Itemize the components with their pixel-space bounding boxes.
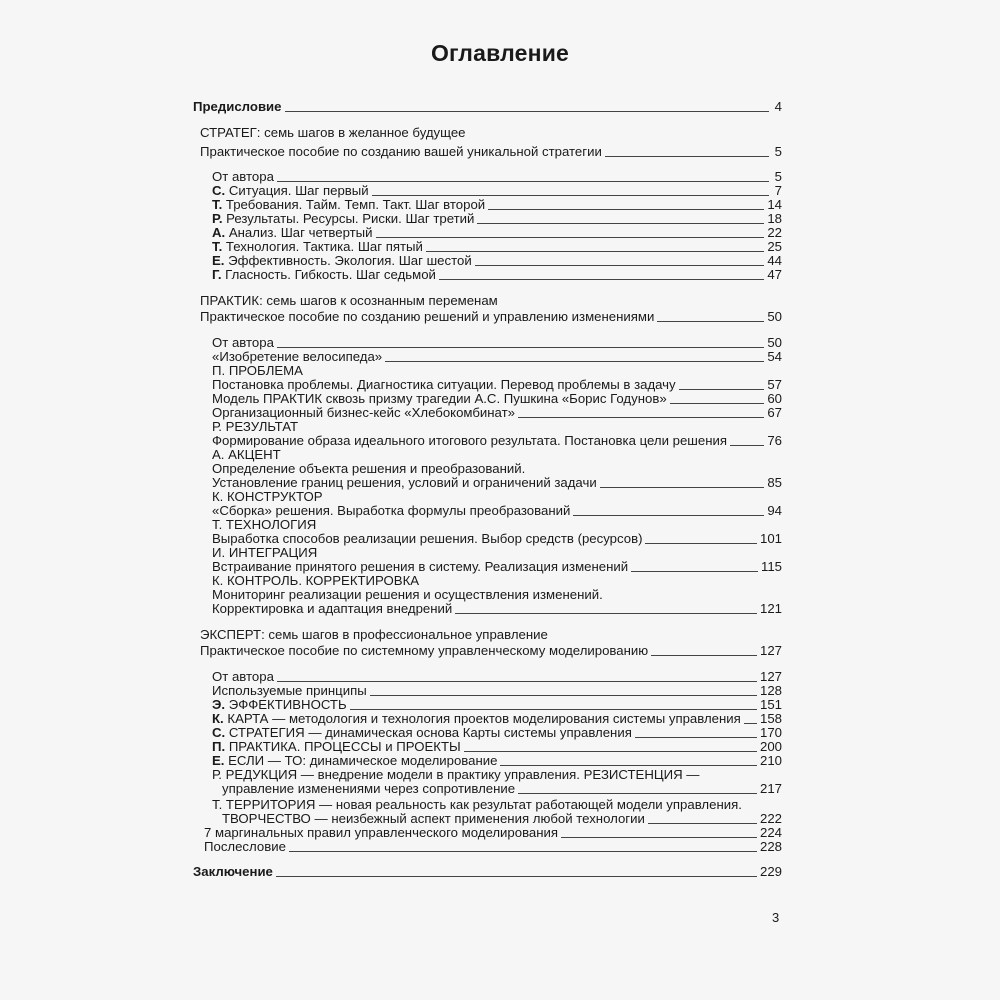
leader-line (605, 156, 769, 157)
toc-entry-prefix: Предисловие (193, 99, 282, 114)
toc-entry-page: 101 (759, 531, 782, 546)
toc-entry-text: От автора (212, 335, 274, 350)
toc-entry-prefix: Р. (212, 211, 223, 226)
toc-entry (204, 837, 782, 857)
toc-entry-page: 200 (759, 739, 782, 754)
toc-entry-text: КОНТРОЛЬ. КОРРЕКТИРОВКА (223, 573, 420, 588)
toc-entry-page: 14 (767, 197, 782, 212)
toc-entry-page: 76 (767, 433, 782, 448)
toc-entry-prefix: А. (212, 225, 226, 240)
toc-entry-page: 222 (759, 811, 782, 826)
toc-entry-page: 4 (774, 99, 782, 114)
toc-entry (200, 641, 782, 661)
toc-entry-text: От автора (212, 169, 274, 184)
toc-entry-prefix: С. (212, 725, 226, 740)
toc-entry-text: ТЕХНОЛОГИЯ (222, 517, 317, 532)
toc-entry-text: Практическое пособие по созданию вашей уникальной стратегии (200, 144, 602, 159)
toc-entry (193, 862, 782, 882)
toc-entry-page: 85 (767, 475, 782, 490)
toc-entry-text: ЕСЛИ — ТО: динамическое моделирование (224, 753, 498, 768)
toc-entry-page: 151 (759, 697, 782, 712)
toc-entry-page: 210 (759, 753, 782, 768)
toc-entry-text: «Сборка» решения. Выработка формулы преобразований (212, 503, 571, 518)
toc-entry-page: 224 (759, 825, 782, 840)
toc-entry-page: 25 (767, 239, 782, 254)
toc-entry-text: ТВОРЧЕСТВО — неизбежный аспект применения любой технологии (222, 811, 645, 826)
toc-entry-page: 18 (767, 211, 782, 226)
toc-entry-text: Эффективность. Экология. Шаг шестой (224, 253, 472, 268)
toc-entry-text: управление изменениями через сопротивление (222, 781, 516, 796)
toc-entry (193, 97, 782, 117)
page-title: Оглавление (430, 40, 570, 66)
leader-line (276, 876, 757, 877)
toc-entry-page: 22 (767, 225, 782, 240)
toc-entry-text: Выработка способов реализации решения. Выбор средств (ресурсов) (212, 531, 643, 546)
leader-line (385, 361, 764, 362)
toc-entry-page: 57 (767, 377, 782, 392)
toc-entry-text: Модель ПРАКТИК сквозь призму трагедии А.С. Пушкина «Борис Годунов» (212, 391, 667, 406)
toc-entry-text: Определение объекта решения и преобразований. (212, 461, 526, 476)
toc-entry-title (200, 142, 602, 162)
toc-entry-prefix: Заключение (193, 864, 273, 879)
leader-line (631, 571, 758, 572)
toc-entry-title (200, 307, 654, 327)
toc-entry-text: От автора (212, 669, 274, 684)
leader-line (730, 445, 764, 446)
toc-entry-prefix: К. (212, 573, 224, 588)
toc-entry-page: 128 (759, 683, 782, 698)
toc-entry-text: Используемые принципы (212, 683, 367, 698)
toc-entry-page: 228 (759, 839, 782, 854)
toc-entry-page: 217 (759, 781, 782, 796)
toc-entry-prefix: А. (212, 447, 225, 462)
toc-entry-text: Организационный бизнес-кейс «Хлебокомбинат» (212, 405, 515, 420)
toc-entry-text: Формирование образа идеального итогового результата. Постановка цели решения (212, 433, 727, 448)
toc-entry-prefix: ПРАКТИК: (200, 293, 263, 308)
toc-entry-text: Требования. Тайм. Темп. Такт. Шаг второй (222, 197, 486, 212)
toc-entry-page: 7 (774, 183, 782, 198)
toc-entry-page: 229 (759, 864, 782, 879)
toc-entry-title (200, 293, 498, 308)
toc-entry-title (212, 599, 452, 619)
toc-entry-text: Ситуация. Шаг первый (225, 183, 369, 198)
leader-line (518, 417, 764, 418)
leader-line (289, 851, 757, 852)
toc-entry-text: Анализ. Шаг четвертый (225, 225, 373, 240)
leader-line (651, 655, 757, 656)
toc-entry-text: «Изобретение велосипеда» (212, 349, 383, 364)
toc-entry-prefix: Г. (212, 267, 222, 282)
page-number: 3 (772, 910, 780, 925)
toc-entry-page: 127 (759, 669, 782, 684)
toc-entry-text: ИНТЕГРАЦИЯ (225, 545, 318, 560)
toc-entry-title (212, 265, 436, 285)
toc-entry (212, 599, 782, 619)
toc-entry-text: Результаты. Ресурсы. Риски. Шаг третий (222, 211, 475, 226)
toc-entry-page: 5 (774, 169, 782, 184)
toc-entry-prefix: Р. (212, 419, 222, 434)
toc-entry-text: Практическое пособие по созданию решений и управлению изменениями (200, 309, 655, 324)
toc-entry-prefix: Е. (212, 253, 225, 268)
toc-entry-prefix: К. (212, 489, 224, 504)
toc-entry-title (204, 837, 286, 857)
toc-entry-text: семь шагов в желанное будущее (260, 125, 466, 140)
toc-entry-text: РЕДУКЦИЯ — внедрение модели в практику управления. РЕЗИСТЕНЦИЯ — (221, 767, 700, 782)
toc-entry-page: 60 (767, 391, 782, 406)
leader-line (285, 111, 770, 112)
toc-entry-page: 50 (767, 309, 782, 324)
toc-entry-prefix: И. (212, 545, 226, 560)
toc-entry-page: 170 (759, 725, 782, 740)
toc-entry-text: 7 маргинальных правил управленческого моделирования (204, 825, 559, 840)
toc-entry-page: 54 (767, 349, 782, 364)
toc-entry-prefix: СТРАТЕГ: (200, 125, 261, 140)
leader-line (518, 793, 757, 794)
toc-entry-prefix: Т. (212, 797, 223, 812)
toc-entry-text: Встраивание принятого решения в систему. Реализация изменений (212, 559, 629, 574)
toc-entry-text: ПРАКТИКА. ПРОЦЕССЫ и ПРОЕКТЫ (225, 739, 461, 754)
toc-entry-page: 47 (767, 267, 782, 282)
toc-entry-text: Практическое пособие по системному управленческому моделированию (200, 643, 649, 658)
toc-entry-text: АКЦЕНТ (224, 447, 281, 462)
toc-entry-prefix: К. (212, 711, 224, 726)
leader-line (573, 515, 764, 516)
toc-entry-title (193, 97, 282, 117)
toc-entry (212, 265, 782, 285)
toc-entry-page: 50 (767, 335, 782, 350)
leader-line (455, 613, 757, 614)
toc-entry-page: 44 (767, 253, 782, 268)
toc-entry-text: КАРТА — методология и технология проектов моделирования системы управления (223, 711, 741, 726)
toc-entry-text: Послесловие (204, 839, 286, 854)
toc-entry-page: 121 (759, 601, 782, 616)
toc-entry (200, 142, 782, 162)
toc-entry-text: ПРОБЛЕМА (225, 363, 303, 378)
toc-entry-text: ТЕРРИТОРИЯ — новая реальность как результат работающей модели управления. (222, 797, 742, 812)
toc-entry (200, 123, 466, 143)
toc-entry-prefix: С. (212, 183, 226, 198)
toc-entry-text: Технология. Тактика. Шаг пятый (222, 239, 423, 254)
toc-entry-text: семь шагов к осознанным переменам (262, 293, 498, 308)
toc-entry-title (200, 641, 648, 661)
toc-entry-title (193, 862, 273, 882)
leader-line (645, 543, 757, 544)
toc-entry-text: Корректировка и адаптация внедрений (212, 601, 453, 616)
leader-line (600, 487, 765, 488)
toc-entry-text: КОНСТРУКТОР (223, 489, 323, 504)
toc-entry-page: 115 (760, 559, 782, 574)
toc-entry-title (200, 125, 466, 140)
toc-entry-prefix: ЭКСПЕРТ: (200, 627, 265, 642)
toc-entry-text: РЕЗУЛЬТАТ (221, 419, 299, 434)
toc-entry-title (212, 431, 727, 451)
toc-entry-prefix: Э. (212, 697, 226, 712)
toc-entry-text: Установление границ решения, условий и ограничений задачи (212, 475, 597, 490)
toc-entry-text: ЭФФЕКТИВНОСТЬ (225, 697, 347, 712)
toc-entry-page: 127 (759, 643, 782, 658)
toc-entry-prefix: Р. (212, 767, 222, 782)
toc-entry-page: 158 (759, 711, 782, 726)
toc-entry-prefix: П. (212, 739, 226, 754)
toc-entry-text: семь шагов в профессиональное управление (264, 627, 548, 642)
leader-line (657, 321, 764, 322)
leader-line (439, 279, 764, 280)
toc-entry-prefix: Т. (212, 517, 223, 532)
toc-entry (212, 431, 782, 451)
toc-entry-prefix: Е. (212, 753, 225, 768)
toc-entry-prefix: Т. (212, 239, 223, 254)
toc-entry-page: 94 (767, 503, 782, 518)
toc-entry-title (200, 627, 548, 642)
toc-entry-text: Мониторинг реализации решения и осуществления изменений. (212, 587, 603, 602)
toc-entry-prefix: Т. (212, 197, 223, 212)
toc-entry-text: Постановка проблемы. Диагностика ситуации. Перевод проблемы в задачу (212, 377, 676, 392)
toc-entry-page: 67 (767, 405, 782, 420)
toc-entry-text: Гласность. Гибкость. Шаг седьмой (221, 267, 436, 282)
toc-entry-text: СТРАТЕГИЯ — динамическая основа Карты системы управления (225, 725, 632, 740)
toc-entry (200, 307, 782, 327)
toc-entry-page: 5 (774, 144, 782, 159)
toc-entry-prefix: П. (212, 363, 226, 378)
